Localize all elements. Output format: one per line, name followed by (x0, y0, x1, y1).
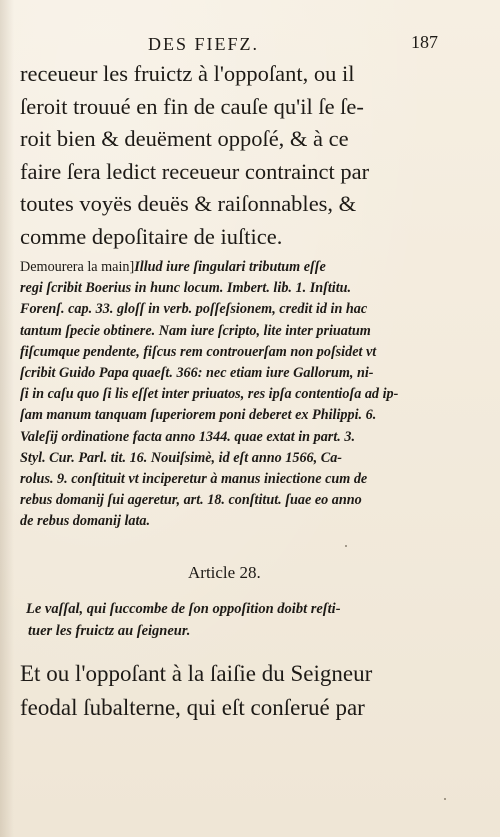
article-heading: Article 28. (188, 563, 261, 582)
commentary-line: ſi in caſu quo ſi lis eſſet inter priuatos, res ipſa contentioſa ad ip- (20, 386, 399, 403)
paper-speck (444, 798, 446, 800)
commentary-line: rebus domanij ſui ageretur, art. 18. conſtitut. ſuae eo anno (20, 492, 362, 509)
commentary-line: regi ſcribit Boerius in hunc locum. Imbert. lib. 1. Inſtitu. (20, 280, 352, 297)
page-gutter-shadow (0, 0, 14, 837)
page-header (148, 30, 438, 58)
summary-line: Le vaſſal, qui ſuccombe de ſon oppoſition doibt reſti- (26, 601, 341, 617)
main-text-line: receueur les fruictz à l'oppoſant, ou il (20, 61, 355, 86)
summary-line: tuer les fruictz au ſeigneur. (28, 623, 191, 639)
commentary-line: Illud iure ſingulari tributum eſſe (134, 259, 326, 275)
lower-text-block (20, 657, 430, 725)
commentary-line: Forenſ. cap. 33. gloſſ in verb. poſſeſsionem, credit id in hac (20, 301, 368, 318)
commentary-line: tantum ſpecie obtinere. Nam iure ſcripto, lite inter priuatum (20, 322, 371, 339)
commentary-line: de rebus domanij lata. (20, 513, 151, 530)
commentary-line: fiſcumque pendente, fiſcus rem controuerſam non poſsidet vt (20, 343, 377, 360)
running-head: DES FIEFZ. (148, 34, 260, 54)
main-text-line: faire ſera ledict receueur contrainct par (20, 158, 370, 184)
commentary-lead: Demourera la main] (20, 259, 135, 275)
commentary-line: Styl. Cur. Parl. tit. 16. Nouiſsimè, id eſt anno 1566, Ca- (20, 449, 343, 466)
commentary-line: Valeſij ordinatione facta anno 1344. quae extat in part. 3. (20, 428, 356, 445)
commentary-block (20, 257, 435, 533)
main-text-block (20, 58, 420, 254)
page-number: 187 (411, 32, 438, 52)
commentary-line: rolus. 9. conſtituit vt inciperetur à manus iniectione cum de (20, 471, 368, 488)
lower-text-line: Et ou l'oppoſant à la ſaiſie du Seigneur (20, 661, 373, 686)
main-text-line: roit bien & deuëment oppoſé, & à ce (20, 126, 349, 152)
commentary-line: ſam manum tanquam ſuperiorem poni deberet ex Philippi. 6. (20, 407, 377, 424)
paper-speck (345, 545, 347, 547)
main-text-line: ſeroit trouué en fin de cauſe qu'il ſe ſe- (20, 93, 364, 119)
lower-text-line: feodal ſubalterne, qui eſt conſerué par (20, 695, 365, 720)
main-text-line: comme depoſitaire de iuſtice. (20, 223, 283, 249)
article-summary (26, 598, 426, 642)
main-text-line: toutes voyës deuës & raiſonnables, & (20, 191, 357, 217)
commentary-line: ſcribit Guido Papa quaeſt. 366: nec etiam iure Gallorum, ni- (20, 365, 374, 382)
